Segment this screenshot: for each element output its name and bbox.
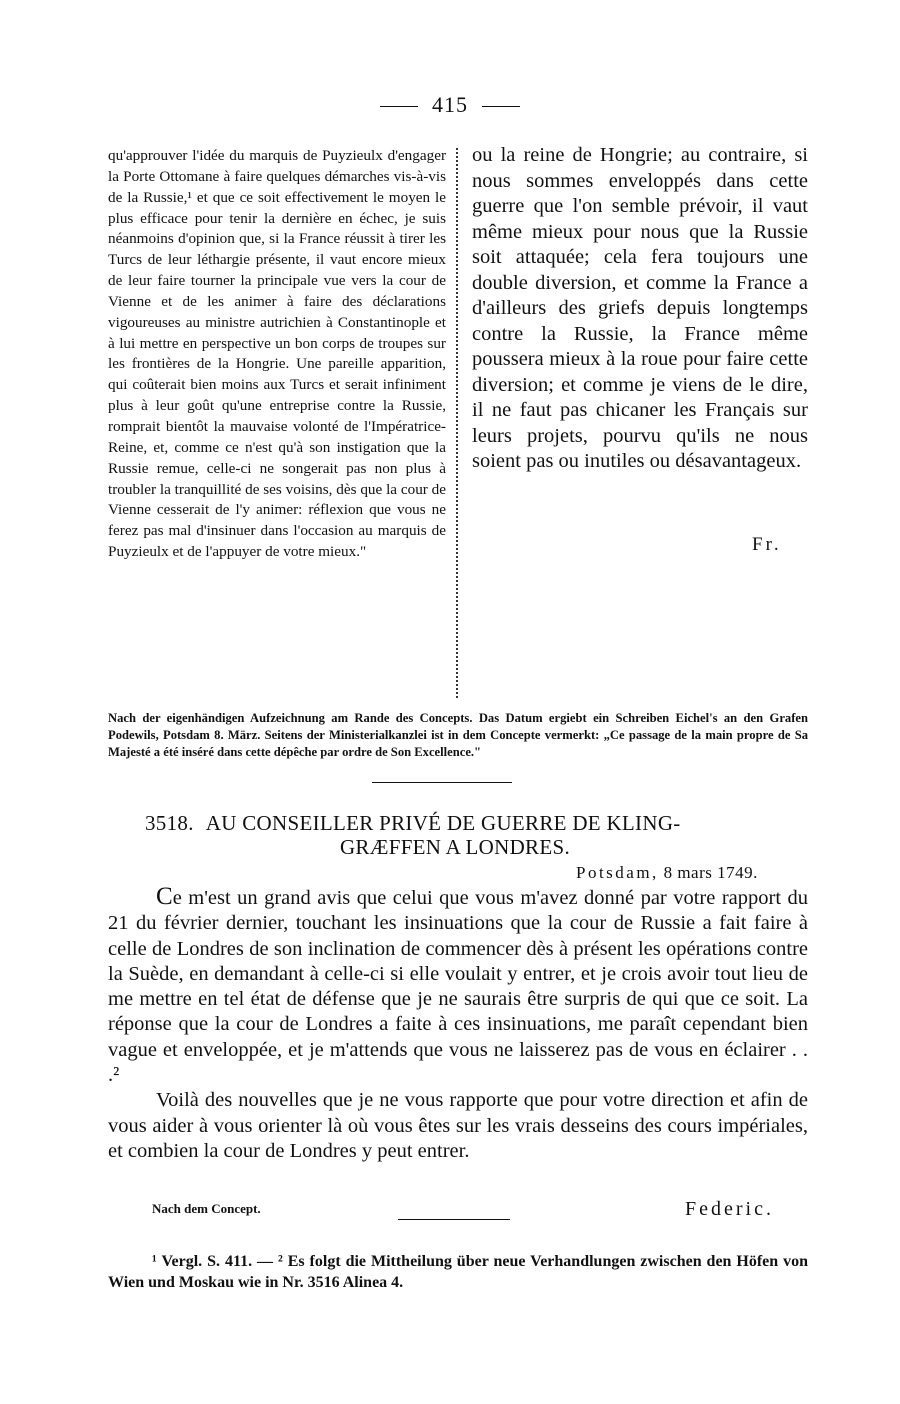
- header-rule-right: [482, 106, 520, 107]
- left-column-text: qu'approuver l'idée du marquis de Puyzieulx d'engager la Porte Ottomane à faire quelques démarches vis-à-vis de la Russie,¹ et que ce soit effectivement le moyen le plus efficace pour tenir la dernière en échec, je suis néanmoins d'opinion que, si la France réussit à tirer les Turcs de leur léthargie présente, il vaut encore mieux de leur faire tourner la principale vue vers la cour de Vienne et de les animer à faire des déclarations vigoureuses au ministre autrichien à Constantinople et à lui mettre en perspective un bon corps de troupes sur les frontières de la Hongrie. Une pareille apparition, qui coûterait bien moins aux Turcs et serait infiniment plus à leur goût qu'une entreprise contre la Russie, romprait bientôt la mauvaise volonté de l'Impératrice-Reine, et, comme ce n'est qu'à son instigation que la Russie remue, celle-ci ne songerait pas non plus à troubler la tranquillité de ses voisins, dès que la cour de Vienne cesserait de l'y animer: réflexion que vous ne ferez pas mal d'insinuer dans l'occasion au marquis de Puyzieulx et de l'appuyer de votre mieux.": [108, 147, 446, 561]
- left-column: [108, 146, 446, 563]
- dropcap: C: [156, 883, 173, 910]
- dateline-place: Potsdam,: [576, 863, 659, 882]
- right-column-signature: Fr.: [752, 534, 782, 555]
- footnote-rule: [398, 1219, 510, 1220]
- letter-paragraph-1-text: e m'est un grand avis que celui que vous m'avez donné par votre rapport du 21 du février dernier, touchant les insinuations que la cour de Russie a fait faire à celle de Londres de son inclination de commencer dès à présent les opérations contre la Suède, en demandant à celle-ci si elle voulait y entrer, et je crois avoir tout lieu de me mettre en tel état de défense que je ne saurais être surpris de qui que ce soit. La réponse que la cour de Londres a faite à ces insinuations, me paraît cependant bien vague et enveloppée, et je m'attends que vous ne laisserez pas de vous en éclairer . . .²: [108, 887, 808, 1087]
- section-rule: [372, 782, 512, 783]
- source-note: Nach der eigenhändigen Aufzeichnung am Rande des Concepts. Das Datum ergiebt ein Schreiben Eichel's an den Grafen Podewils, Potsdam 8. März. Seitens der Ministerialkanzlei ist in dem Concepte vermerkt: „Ce passage de la main propre de Sa Majesté a été inséré dans cette dépêche par ordre de Son Excellence.": [108, 711, 808, 759]
- right-column-text: ou la reine de Hongrie; au contraire, si nous sommes enveloppés dans cette guerre que l'on semble prévoir, il vaut même mieux pour nous que la Russie soit attaquée; cela fera toujours une double diversion, et comme la France a d'ailleurs des griefs depuis longtemps contre la Russie, la France même poussera mieux à la roue pour faire cette diversion; et comme je viens de le dire, il ne faut pas chicaner les Français sur leurs projets, pourvu qu'ils ne nous soient pas ou inutiles ou désavantageux.: [472, 144, 808, 472]
- page-number: 415: [432, 92, 468, 117]
- letter-heading-line1: AU CONSEILLER PRIVÉ DE GUERRE DE KLING-: [205, 811, 681, 835]
- letter-number: 3518.: [145, 811, 194, 835]
- letter-signature: Federic.: [685, 1198, 774, 1220]
- footnotes: [108, 1251, 808, 1293]
- letter-heading-line2: GRÆFFEN A LONDRES.: [339, 835, 571, 859]
- letter-paragraph-2: Voilà des nouvelles que je ne vous rapporte que pour votre direction et afin de vous aider à vous orienter là où vous êtes sur les vrais desseins des cours impériales, et combien la cour de Londres y peut entrer.: [108, 1089, 808, 1162]
- letter-heading: [145, 811, 795, 859]
- letter-paragraph-1: [108, 884, 808, 1088]
- column-divider: [456, 148, 458, 698]
- letter-body: [108, 884, 808, 1164]
- dateline: [576, 863, 758, 883]
- header-rule-left: [380, 106, 418, 107]
- page-header: [0, 92, 900, 118]
- dateline-date: 8 mars 1749.: [663, 863, 758, 882]
- footnotes-text: ¹ Vergl. S. 411. — ² Es folgt die Mittheilung über neue Verhandlungen zwischen den Höfen von Wien und Moskau wie in Nr. 3516 Alinea 4.: [108, 1253, 808, 1291]
- letter-source: Nach dem Concept.: [152, 1201, 261, 1216]
- right-column: [472, 143, 808, 475]
